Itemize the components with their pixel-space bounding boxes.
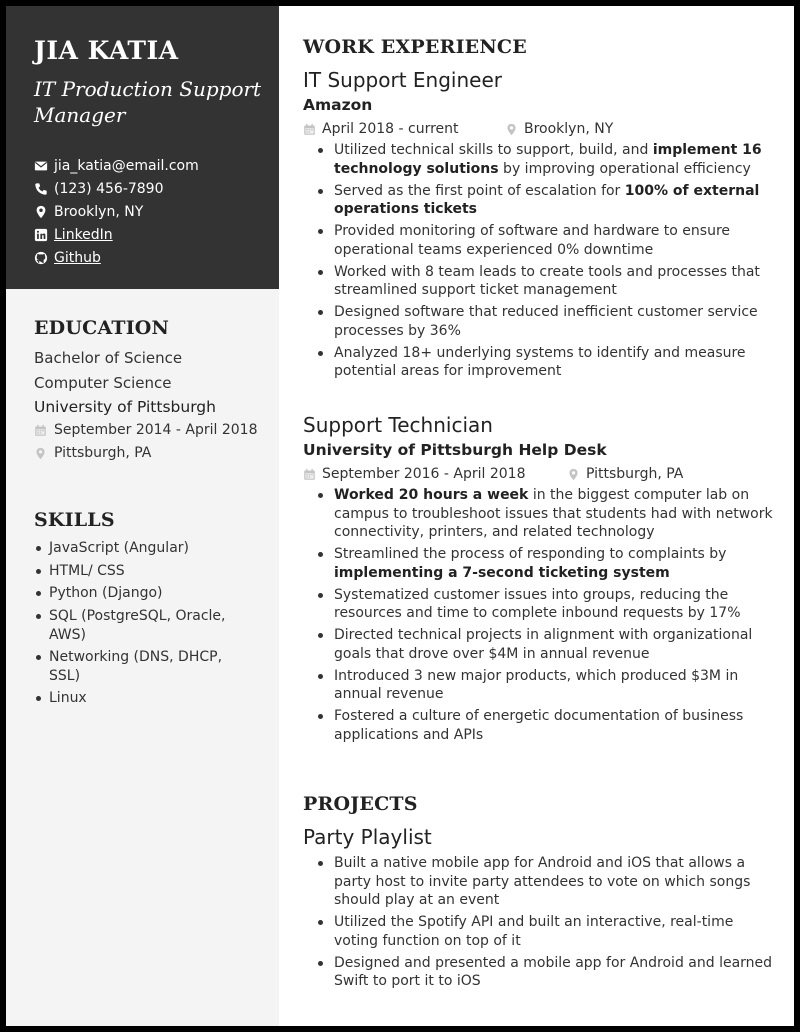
project-bullets (303, 854, 773, 991)
skill-item: JavaScript (Angular) (34, 539, 249, 558)
work-experience-title: WORK EXPERIENCE (303, 36, 527, 58)
contact-location-text: Brooklyn, NY (54, 203, 144, 220)
job-location-row (505, 121, 613, 137)
bullet-highlight: 100% of external operations tickets (334, 182, 760, 218)
skill-item: SQL (PostgreSQL, Oracle, AWS) (34, 607, 249, 644)
contact-phone-text: (123) 456-7890 (54, 180, 164, 197)
education-location-row (34, 442, 258, 465)
linkedin-icon (34, 228, 48, 242)
bullet-item (303, 707, 773, 744)
bullet-item (303, 626, 773, 663)
bullet-item (303, 854, 773, 910)
bullet-text: in the biggest computer lab on campus to troubleshoot issues that students had with network connectivity, printers, and related technology (334, 487, 773, 540)
bullet-text: Fostered a culture of energetic documentation of business applications and APIs (334, 708, 744, 743)
job-company: University of Pittsburgh Help Desk (303, 441, 607, 459)
skill-item: Python (Django) (34, 584, 249, 603)
contact-location (34, 200, 199, 223)
bullet-item (303, 913, 773, 950)
bullet-text: Introduced 3 new major products, which produced $3M in annual revenue (334, 667, 739, 703)
bullet-item (303, 222, 773, 259)
job-location: Pittsburgh, PA (586, 466, 684, 482)
job-entry (303, 68, 773, 385)
map-pin-icon (34, 447, 47, 460)
contact-linkedin[interactable] (34, 224, 199, 247)
bullet-text: Designed software that reduced inefficient customer service processes by 36% (334, 304, 758, 339)
calendar-icon (303, 123, 316, 136)
job-title: IT Support Engineer (303, 68, 502, 92)
bullet-highlight: Worked 20 hours a week (334, 487, 529, 503)
bullet-item (303, 486, 773, 542)
bullet-text: Worked with 8 team leads to create tools and processes that streamlined support ticket management (334, 263, 760, 299)
bullet-text: Built a native mobile app for Android and iOS that allows a party host to invite party attendees to vote on which songs should play at an event (334, 855, 751, 908)
bullet-highlight: implement 16 technology solutions (334, 142, 762, 177)
job-location-row (567, 466, 683, 482)
candidate-name: JIA KATIA (34, 36, 179, 65)
bullet-item (303, 141, 773, 178)
map-pin-icon (567, 468, 580, 481)
bullet-item (303, 545, 773, 582)
projects-section (303, 793, 418, 815)
skills-title: SKILLS (34, 509, 115, 531)
skill-item: Networking (DNS, DHCP, SSL) (34, 648, 249, 685)
bullet-item (303, 182, 773, 219)
bullet-text: Utilized technical skills to support, build, and (334, 142, 653, 158)
education-location: Pittsburgh, PA (54, 445, 152, 461)
bullet-text: Utilized the Spotify API and built an interactive, real-time voting function on top of it (334, 914, 734, 949)
project-entry (303, 825, 773, 994)
calendar-icon (303, 468, 316, 481)
bullet-item (303, 263, 773, 300)
calendar-icon (34, 424, 47, 437)
education-degree: Bachelor of Science (34, 349, 183, 367)
bullet-text: by improving operational efficiency (498, 160, 751, 177)
resume-page (6, 6, 794, 1026)
envelope-icon (34, 159, 48, 173)
contact-email-text: jia_katia@email.com (54, 157, 199, 174)
skill-item: Linux (34, 689, 249, 708)
sidebar (6, 6, 279, 1026)
phone-icon (34, 182, 48, 196)
job-meta (303, 464, 773, 484)
job-title: Support Technician (303, 413, 493, 437)
bullet-item (303, 954, 773, 991)
bullet-item (303, 303, 773, 340)
project-title: Party Playlist (303, 825, 432, 849)
skills-list (34, 539, 249, 708)
bullet-text: Designed and presented a mobile app for Android and learned Swift to port it to iOS (334, 954, 773, 990)
contact-phone (34, 177, 199, 200)
job-company: Amazon (303, 96, 373, 114)
education-school: University of Pittsburgh (34, 398, 216, 416)
projects-title: PROJECTS (303, 793, 418, 815)
bullet-text: Streamlined the process of responding to complaints by (334, 546, 727, 563)
job-bullets (303, 486, 773, 744)
education-title: EDUCATION (34, 317, 170, 339)
job-dates: April 2018 - current (322, 121, 459, 137)
github-icon (34, 251, 48, 265)
education-field: Computer Science (34, 373, 172, 392)
github-link[interactable]: Github (54, 250, 101, 267)
job-meta (303, 119, 773, 139)
education-dates-row (34, 419, 258, 442)
bullet-text: Systematized customer issues into groups, reducing the resources and time to complete inbound requests by 17% (334, 586, 741, 622)
contact-github[interactable] (34, 247, 199, 270)
bullet-highlight: implementing a 7-second ticketing system (334, 564, 670, 581)
education-section (34, 317, 258, 465)
work-experience-section (303, 36, 527, 58)
bullet-text: Provided monitoring of software and hardware to ensure operational teams experienced 0% downtime (334, 223, 731, 258)
bullet-text: Analyzed 18+ underlying systems to identify and measure potential areas for improvement (334, 344, 746, 380)
bullet-item (303, 344, 773, 381)
job-bullets (303, 141, 773, 381)
bullet-item (303, 667, 773, 704)
job-entry (303, 413, 773, 748)
job-location: Brooklyn, NY (524, 121, 614, 137)
map-pin-icon (505, 123, 518, 136)
education-dates: September 2014 - April 2018 (54, 422, 258, 438)
sidebar-header (6, 6, 279, 289)
contact-list (34, 154, 199, 270)
job-dates: September 2016 - April 2018 (322, 466, 526, 482)
bullet-text: Served as the first point of escalation for (334, 182, 625, 199)
linkedin-link[interactable]: LinkedIn (54, 227, 113, 244)
skill-item: HTML/ CSS (34, 562, 249, 581)
contact-email (34, 154, 199, 177)
map-pin-icon (34, 205, 48, 219)
candidate-role: IT Production Support Manager (34, 77, 262, 127)
bullet-text: Directed technical projects in alignment with organizational goals that drove over $4M in annual revenue (334, 627, 753, 662)
bullet-item (303, 586, 773, 623)
skills-section (34, 509, 249, 712)
